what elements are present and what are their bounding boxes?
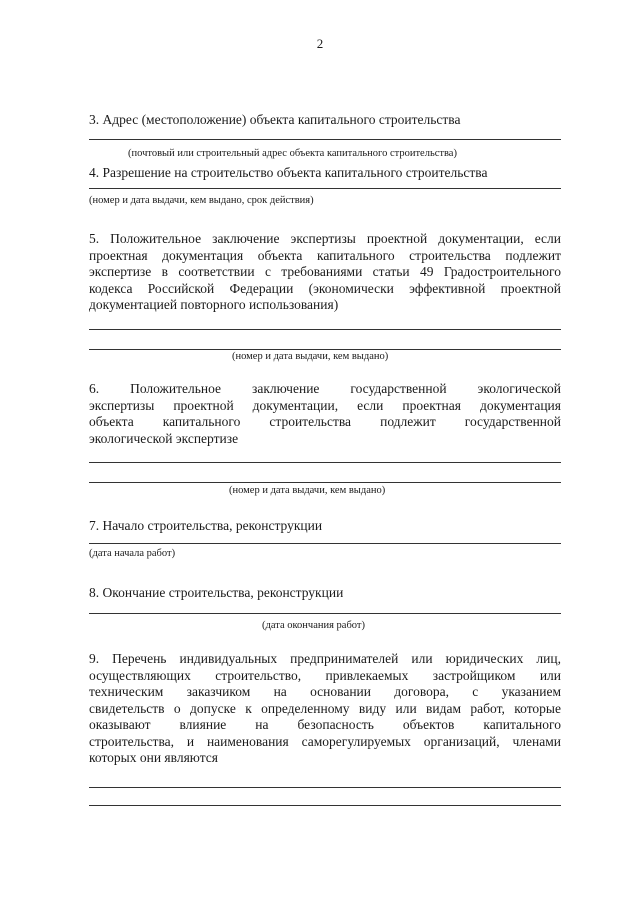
item-7-fill-line [89,543,561,544]
item-9-line-6: строительства, и наименования саморегулируемых организаций, членами [89,733,561,749]
item-8-heading: 8. Окончание строительства, реконструкции [89,585,344,600]
item-9-line-1: 9. Перечень индивидуальных предпринимателей или юридических лиц, [89,651,561,666]
item-9-line-2: осуществляющих строительство, привлекаемых застройщиком или [89,667,561,683]
item-4-caption: (номер и дата выдачи, кем выдано, срок действия) [89,195,314,206]
item-5-line-1: 5. Положительное заключение экспертизы проектной документации, если [89,231,561,246]
item-7-caption: (дата начала работ) [89,548,176,559]
item-9-line-5: оказывают влияние на безопасность объектов капитального [89,717,561,732]
item-3-heading: 3. Адрес (местоположение) объекта капитального строительства [89,112,461,127]
item-5-line-2: проектная документация объекта капитального строительства подлежит [89,247,561,263]
item-5-line-5: документацией повторного использования) [89,297,339,312]
item-9-fill-line-2 [89,805,561,806]
item-3-fill-line [89,139,561,140]
item-9-fill-line-1 [89,787,561,788]
item-6-fill-line-1 [89,462,561,463]
item-9-line-4: свидетельств о допуске к определенному виду или видам работ, которые [89,700,561,716]
item-4-fill-line [89,188,561,189]
item-5-fill-line-2 [89,349,561,350]
item-6-line-4: экологической экспертизе [89,430,239,446]
item-8-fill-line [89,613,561,614]
item-8-caption: (дата окончания работ) [262,620,366,631]
item-5-caption: (номер и дата выдачи, кем выдано) [232,351,389,362]
item-6-caption: (номер и дата выдачи, кем выдано) [229,485,386,496]
item-5-fill-line-1 [89,329,561,330]
item-5-line-4: кодекса Российской Федерации (экономически эффективной проектной [89,280,561,296]
item-6-line-1: 6. Положительное заключение государственной экологической [89,381,561,396]
item-3-caption: (почтовый или строительный адрес объекта капитального строительства) [128,148,457,159]
item-5-line-3: экспертизе в соответствии с требованиями статьи 49 Градостроительного [89,264,561,279]
page-number: 2 [316,36,324,51]
item-6-fill-line-2 [89,482,561,483]
item-6-text [89,381,561,447]
item-7-heading: 7. Начало строительства, реконструкции [89,518,323,533]
item-9-line-3: техническим заказчиком на основании договора, с указанием [89,684,561,699]
item-6-line-2: экспертизы проектной документации, если проектная документация [89,397,561,413]
item-4-heading: 4. Разрешение на строительство объекта капитального строительства [89,165,488,180]
item-9-line-7: которых они являются [89,750,218,765]
item-9-text [89,651,561,767]
item-5-text [89,231,561,314]
item-6-line-3: объекта капитального строительства подлежит государственной [89,414,561,429]
